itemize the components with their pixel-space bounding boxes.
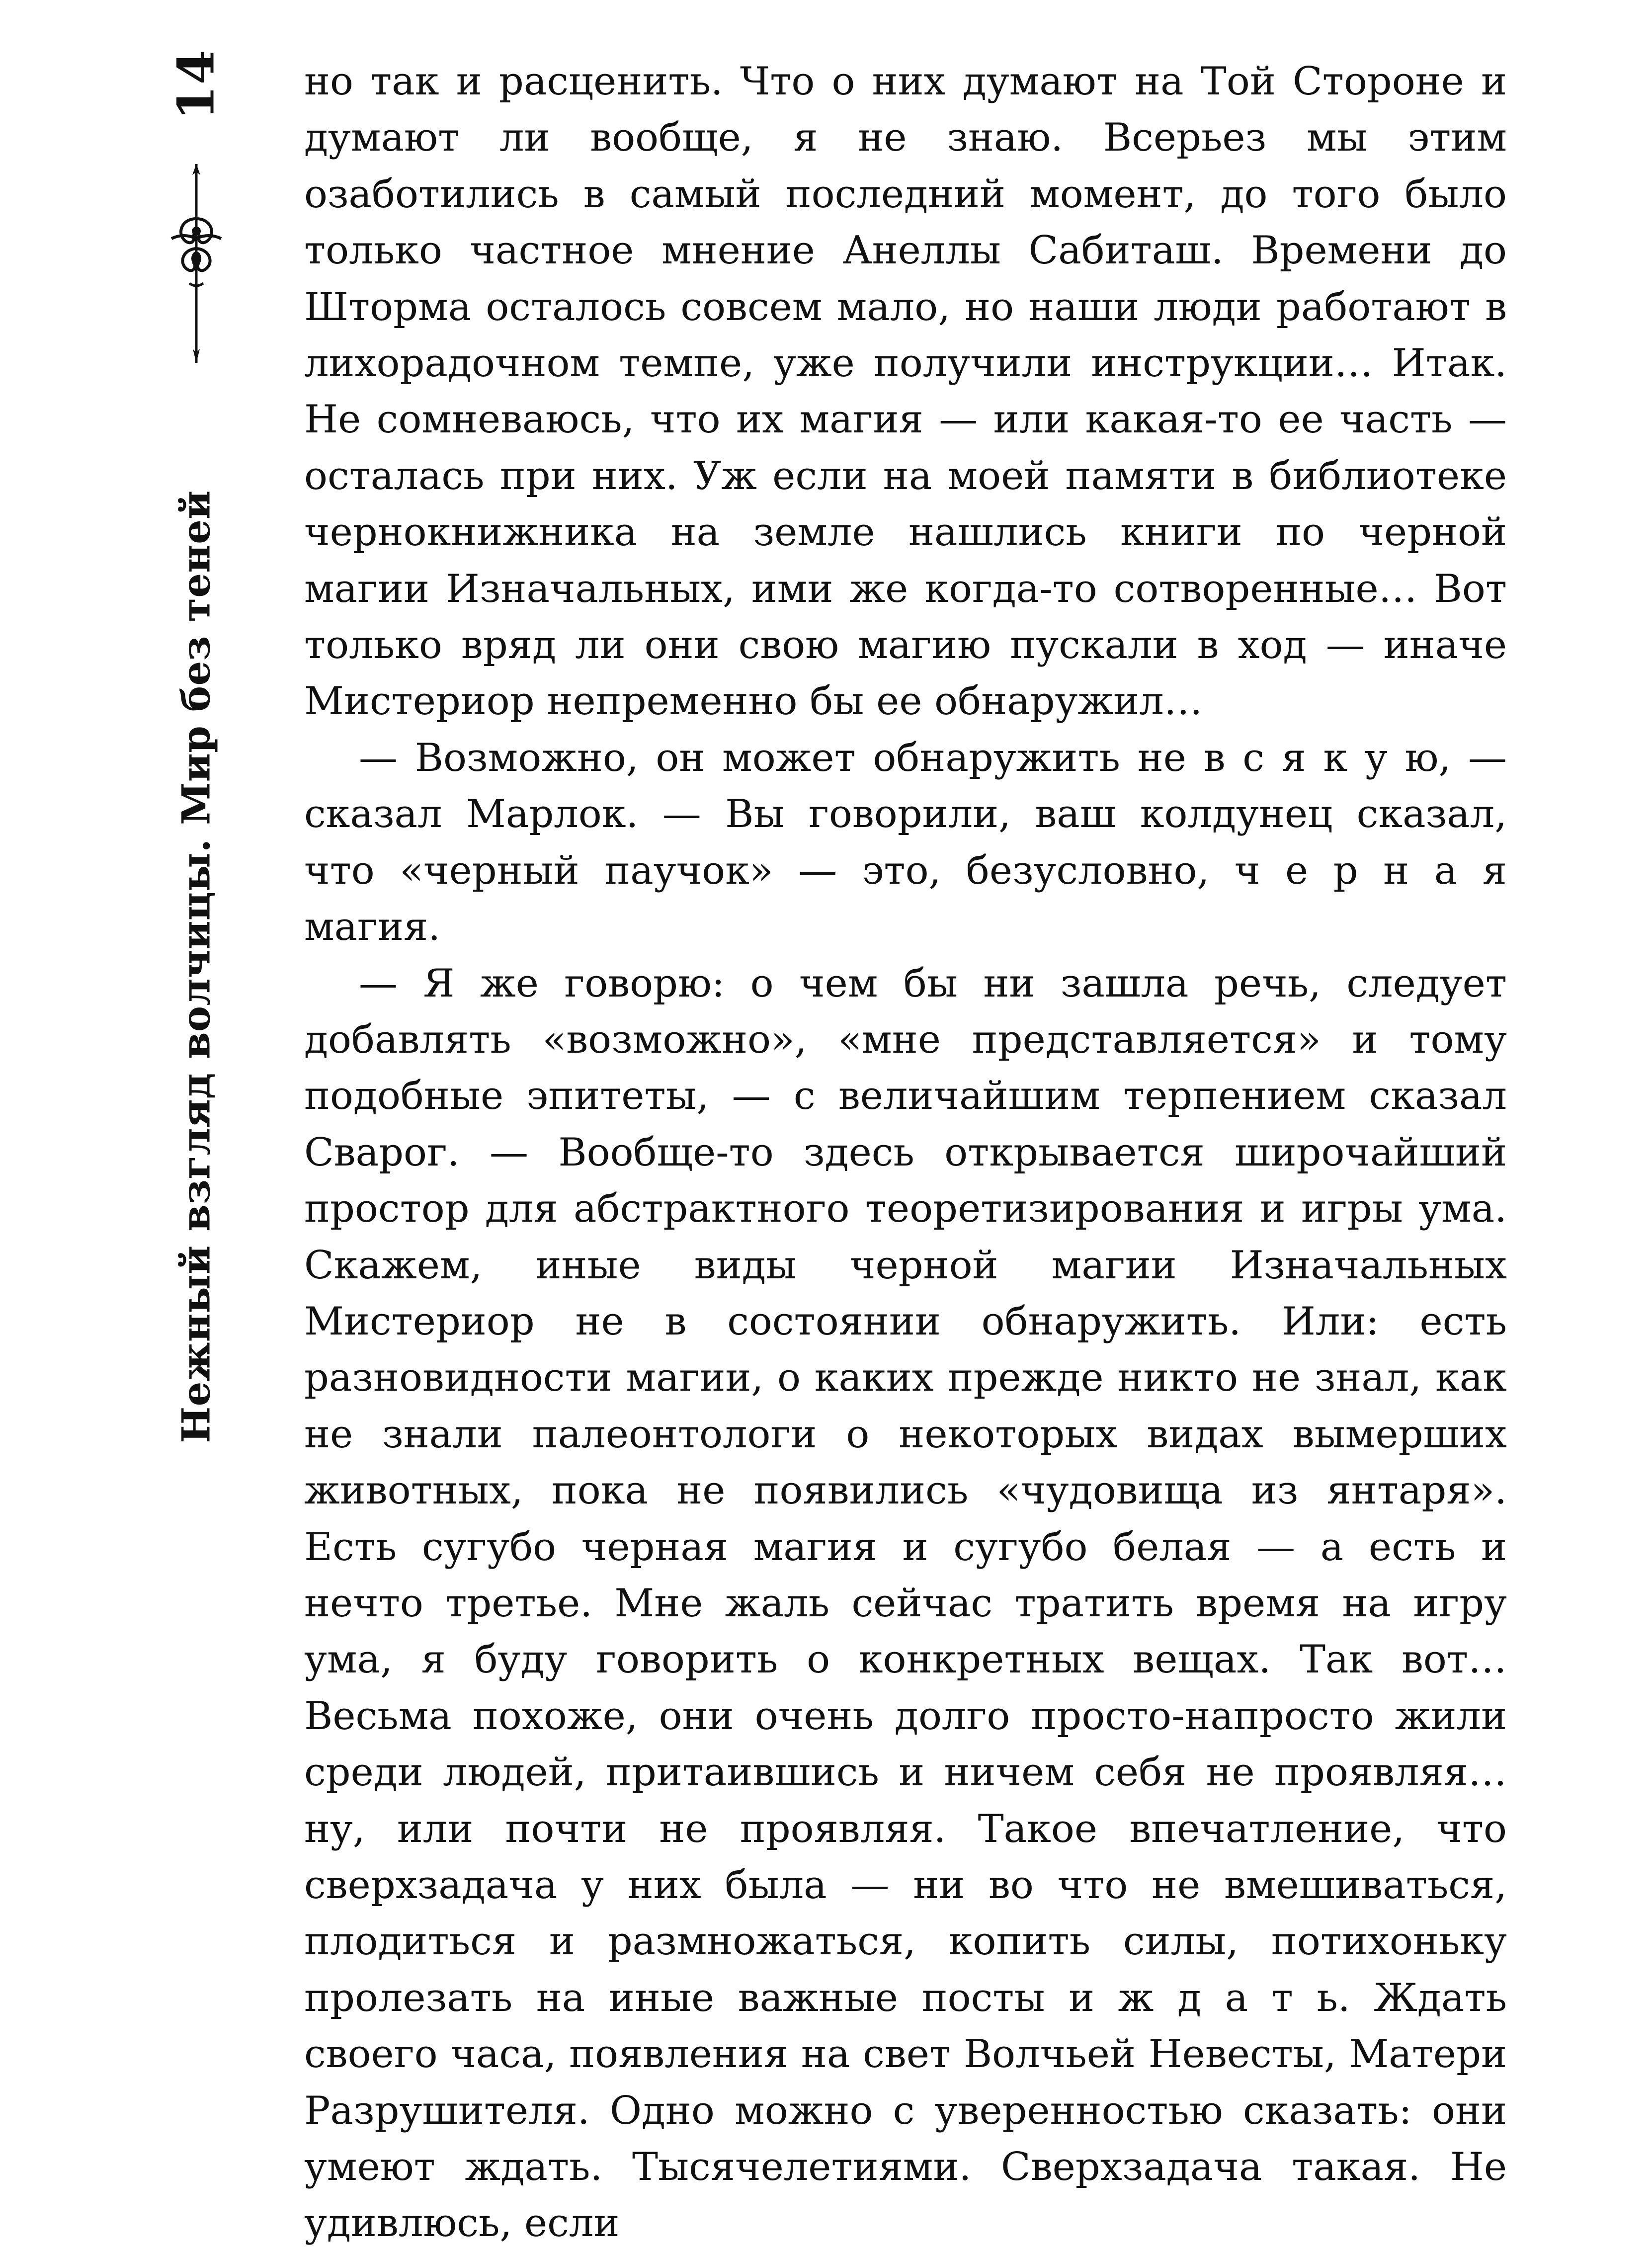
book-title-text: Нежный взгляд волчицы. Мир без теней [173, 490, 219, 1443]
page-number-text: 14 [166, 49, 226, 120]
paragraph: но так и расценить. Что о них думают на Той Стороне и думают ли вообще, я не знаю. Всерьез мы этим озаботились в самый последний момент, до того было только частное мнение Анеллы Сабиташ. Времени до Шторма осталось совсем мало, но наши люди работают в лихорадочном темпе, уже получили инструкции… Итак. Не сомневаюсь, что их магия — или какая-то ее часть — осталась при них. Уж если на моей памяти в библиотеке чернокнижника на земле нашлись книги по черной магии Изначальных, ими же когда-то сотворенные… Вот только вряд ли они свою магию пускали в ход — иначе Мистериор непременно бы ее обнаружил… [304, 59, 1507, 724]
running-head [147, 50, 246, 1491]
dagger-ornament-icon [162, 164, 231, 363]
book-title [147, 442, 246, 1491]
page-number [147, 50, 246, 119]
paragraph: — Я же говорю: о чем бы ни зашла речь, следует добавлять «возможно», «мне представляется» и тому подобные эпитеты, — с величайшим терпением сказал Сварог. — Вообще-то здесь открывается широчайший простор для абстрактного теоретизирования и игры ума. Скажем, иные виды черной магии Изначальных Мистериор не в состоянии обнаружить. Или: есть разновидности магии, о каких прежде никто не знал, как не знали палеонтологи о некоторых видах вымерших животных, пока не появились «чудовища из янтаря». Есть сугубо черная магия и сугубо белая — а есть и нечто третье. Мне жаль сейчас тратить время на игру ума, я буду говорить о конкретных вещах. Так вот… Весьма похоже, они очень долго просто-напросто жили среди людей, притаившись и ничем себя не проявляя… ну, или почти не проявляя. Такое впечатление, что сверхзадача у них была — ни во что не вмешиваться, плодиться и размножаться, копить силы, потихоньку пролезать на иные важные посты и ж д а т ь. Ждать своего часа, появления на свет Волчьей Невесты, Матери Разрушителя. Одно можно с уверенностью сказать: они умеют ждать. Тысячелетиями. Сверхзадача такая. Не удивлюсь, если [304, 961, 1507, 2246]
body-text [304, 54, 1507, 2252]
paragraph: — Возможно, он может обнаружить не в с я к у ю, — сказал Марлок. — Вы говорили, ваш колдунец сказал, что «черный паучок» — это, безусловно, ч е р н а я магия. [304, 735, 1507, 950]
